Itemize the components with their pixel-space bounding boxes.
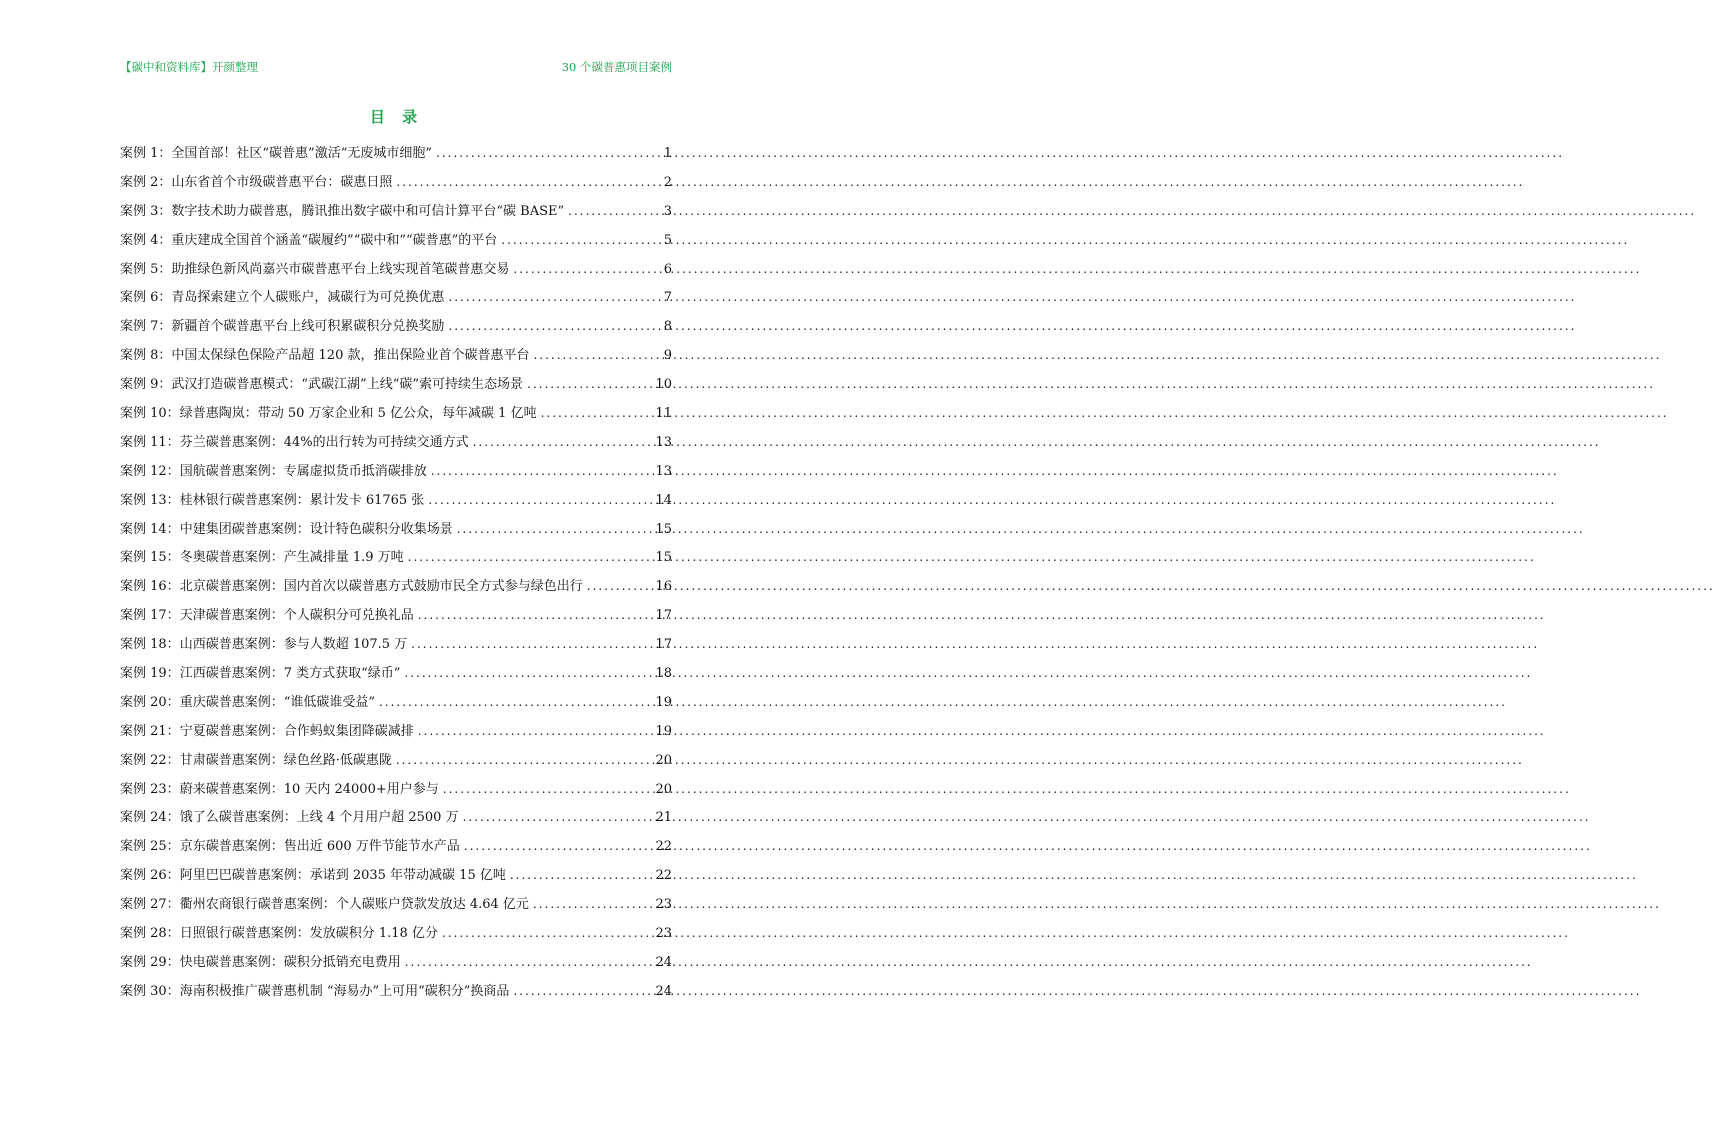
toc-entry[interactable] [120,489,672,518]
toc-entry-title: 天津碳普惠案例：个人碳积分可兑换礼品 [179,608,414,624]
toc-dot-leader [513,980,651,1002]
toc-entry[interactable] [120,344,672,373]
toc-entry[interactable] [120,258,672,287]
toc-entry-page: 20 [655,781,672,797]
toc-entry-page: 14 [655,492,672,508]
toc-dot-leader [396,749,652,771]
toc-entry-page: 2 [663,174,672,190]
toc-entry-number: 案例 1： [120,146,172,161]
toc-dot-leader [448,286,659,308]
toc-entry[interactable] [120,286,672,315]
toc-entry-title: 绿普惠陶岚：带动 50 万家企业和 5 亿公众，每年减碳 1 亿吨 [179,406,537,422]
toc-dot-leader [464,835,652,857]
toc-entry[interactable] [120,402,672,431]
toc-entry[interactable] [120,951,672,980]
toc-title: 目 录 [369,108,424,126]
toc-entry-page: 21 [655,810,672,826]
toc-entry-page: 15 [655,550,672,566]
toc-entry[interactable] [120,431,672,460]
toc-entry-title: 阿里巴巴碳普惠案例：承诺到 2035 年带动减碳 15 亿吨 [179,868,506,884]
toc-dot-leader [533,344,659,366]
toc-entry-title: 中国太保绿色保险产品超 120 款，推出保险业首个碳普惠平台 [171,348,530,364]
toc-entry[interactable] [120,518,672,547]
toc-entry[interactable] [120,778,672,807]
toc-entry-title: 青岛探索建立个人碳账户，减碳行为可兑换优惠 [171,290,445,306]
toc-entry-title: 国航碳普惠案例：专属虚拟货币抵消碳排放 [179,463,427,479]
toc-dot-leader [411,633,651,655]
toc-entry-page: 19 [655,723,672,739]
toc-entry-number: 案例 14： [120,521,180,537]
toc-entry-number: 案例 21： [120,723,180,739]
toc-dot-leader [404,662,651,684]
toc-entry-page: 18 [655,666,672,682]
toc-entry-number: 案例 27： [120,897,180,913]
toc-entry-page: 10 [655,377,672,393]
toc-entry-number: 案例 5： [120,261,172,277]
toc-entry-number: 案例 26： [120,868,180,884]
toc-entry-number: 案例 11： [120,434,180,450]
toc-entry[interactable] [120,200,672,229]
toc-dot-leader [418,720,652,742]
toc-entry-page: 19 [655,694,672,710]
toc-entry-title: 冬奥碳普惠案例：产生减排量 1.9 万吨 [179,550,404,566]
toc-entry-title: 中建集团碳普惠案例：设计特色碳积分收集场景 [179,521,453,537]
toc-entry-title: 重庆碳普惠案例：“谁低碳谁受益” [179,694,375,710]
page-header [120,58,672,76]
toc-entry[interactable] [120,864,672,893]
toc-entry-number: 案例 25： [120,839,180,855]
toc-entry-number: 案例 19： [120,666,180,682]
toc-entry-page: 13 [655,434,672,450]
toc-entry[interactable] [120,633,672,662]
toc-dot-leader [527,373,651,395]
header-right-text: 30 个碳普惠项目案例 [561,60,672,74]
toc-entry-page: 11 [655,406,672,422]
toc-dot-leader [379,691,651,713]
toc-dot-leader [448,315,659,337]
toc-entry-title: 甘肃碳普惠案例：绿色丝路·低碳惠陇 [179,752,392,768]
toc-entry-page: 1 [663,146,672,161]
toc-entry-page: 13 [655,463,672,479]
toc-entry-number: 案例 7： [120,319,172,335]
toc-entry-number: 案例 12： [120,463,180,479]
toc-entry-number: 案例 18： [120,637,180,653]
toc-dot-leader [396,171,659,193]
toc-entry-page: 16 [655,579,672,595]
toc-entry[interactable] [120,893,672,922]
toc-entry-number: 案例 29： [120,954,180,970]
toc-entry[interactable] [120,460,672,489]
toc-entry-number: 案例 16： [120,579,180,595]
toc-entry[interactable] [120,980,672,1009]
toc-dot-leader [442,922,652,944]
toc-dot-leader [533,893,652,915]
toc-entry[interactable] [120,575,672,604]
toc-entry-number: 案例 30： [120,983,180,999]
toc-entry[interactable] [120,546,672,575]
toc-entry-title: 芬兰碳普惠案例：44%的出行转为可持续交通方式 [179,434,469,450]
toc-entry-page: 23 [655,926,672,942]
toc-entry-title: 江西碳普惠案例：7 类方式获取“绿币” [179,666,401,682]
toc-entry[interactable] [120,315,672,344]
toc-dot-leader [457,518,652,540]
toc-entry-title: 蔚来碳普惠案例：10 天内 24000+用户参与 [179,781,439,797]
toc-entry-page: 22 [655,868,672,884]
toc-entry-page: 5 [663,232,672,248]
toc-entry-title: 海南积极推广碳普惠机制 “海易办”上可用“碳积分”换商品 [179,983,510,999]
toc-dot-leader [436,142,660,164]
toc-dot-leader [510,864,652,886]
toc-entry-title: 重庆建成全国首个涵盖“碳履约”“碳中和”“碳普惠”的平台 [171,232,498,248]
toc-entry-title: 桂林银行碳普惠案例：累计发卡 61765 张 [179,492,425,508]
toc-entry-title: 饿了么碳普惠案例：上线 4 个月用户超 2500 万 [179,810,459,826]
toc-entry[interactable] [120,373,672,402]
header-left-text: 【碳中和资料库】开颜整理 [120,60,258,74]
toc-entry[interactable] [120,691,672,720]
toc-entry-title: 新疆首个碳普惠平台上线可积累碳积分兑换奖励 [171,319,445,335]
toc-dot-leader [513,258,659,280]
toc-entry[interactable] [120,662,672,691]
toc-entry-page: 23 [655,897,672,913]
toc-entry-title: 日照银行碳普惠案例：发放碳积分 1.18 亿分 [179,926,438,942]
toc-entry-number: 案例 10： [120,406,180,422]
toc-entry-page: 6 [663,261,672,277]
toc-entry[interactable] [120,171,672,200]
toc-dot-leader [428,489,651,511]
toc-entry-title: 衢州农商银行碳普惠案例：个人碳账户贷款发放达 4.64 亿元 [179,897,529,913]
toc-entry-page: 7 [663,290,672,306]
toc-entry-page: 17 [655,637,672,653]
toc-dot-leader [501,229,659,251]
toc-entry-page: 20 [655,752,672,768]
toc-entry[interactable] [120,604,672,633]
toc-entry-title: 武汉打造碳普惠模式：“武碳江湖”上线“碳”索可持续生态场景 [171,377,523,393]
toc-entry-number: 案例 22： [120,752,180,768]
toc-dot-leader [541,402,652,424]
toc-entry-number: 案例 6： [120,290,172,306]
toc-entry[interactable] [120,229,672,258]
toc-dot-leader [405,951,652,973]
toc-entry-number: 案例 9： [120,377,172,393]
toc-entry-number: 案例 23： [120,781,180,797]
toc-entry-title: 山东省首个市级碳普惠平台：碳惠日照 [171,174,393,190]
toc-entry-page: 24 [655,983,672,999]
toc-entry-title: 数字技术助力碳普惠，腾讯推出数字碳中和可信计算平台“碳 BASE” [171,203,565,219]
toc-entry-title: 京东碳普惠案例：售出近 600 万件节能节水产品 [179,839,460,855]
toc-entry-number: 案例 24： [120,810,180,826]
toc-entry[interactable] [120,835,672,864]
toc-entry-number: 案例 17： [120,608,180,624]
toc-entry-page: 3 [663,203,672,219]
toc-entry-title: 全国首部！社区“碳普惠”激活“无废城市细胞” [171,146,432,161]
toc-entry[interactable] [120,720,672,749]
toc-entry-title: 宁夏碳普惠案例：合作蚂蚁集团降碳减排 [179,723,414,739]
toc-dot-leader [463,806,652,828]
toc-dot-leader [443,778,652,800]
toc-entry-number: 案例 2： [120,174,172,190]
toc-entry-title: 快电碳普惠案例：碳积分抵销充电费用 [179,954,401,970]
toc-entry[interactable] [120,749,672,778]
toc-entry-number: 案例 20： [120,694,180,710]
toc-dot-leader [587,575,652,597]
toc-entry-title: 助推绿色新风尚嘉兴市碳普惠平台上线实现首笔碳普惠交易 [171,261,510,277]
toc-entry[interactable] [120,922,672,951]
toc-entry-page: 8 [663,319,672,335]
toc-dot-leader [418,604,652,626]
toc-entry-page: 17 [655,608,672,624]
table-of-contents [120,142,672,1009]
toc-dot-leader [408,546,652,568]
toc-entry-number: 案例 28： [120,926,180,942]
toc-dot-leader [431,460,652,482]
toc-entry-title: 山西碳普惠案例：参与人数超 107.5 万 [179,637,408,653]
toc-entry-number: 案例 8： [120,348,172,364]
toc-entry[interactable] [120,806,672,835]
toc-entry[interactable] [120,142,672,171]
toc-entry-number: 案例 15： [120,550,180,566]
toc-dot-leader [568,200,660,222]
toc-entry-page: 24 [655,954,672,970]
toc-entry-number: 案例 13： [120,492,180,508]
toc-entry-number: 案例 3： [120,203,172,219]
toc-dot-leader [473,431,652,453]
toc-entry-page: 15 [655,521,672,537]
toc-entry-page: 9 [663,348,672,364]
toc-entry-number: 案例 4： [120,232,172,248]
toc-entry-page: 22 [655,839,672,855]
toc-entry-title: 北京碳普惠案例：国内首次以碳普惠方式鼓励市民全方式参与绿色出行 [179,579,583,595]
